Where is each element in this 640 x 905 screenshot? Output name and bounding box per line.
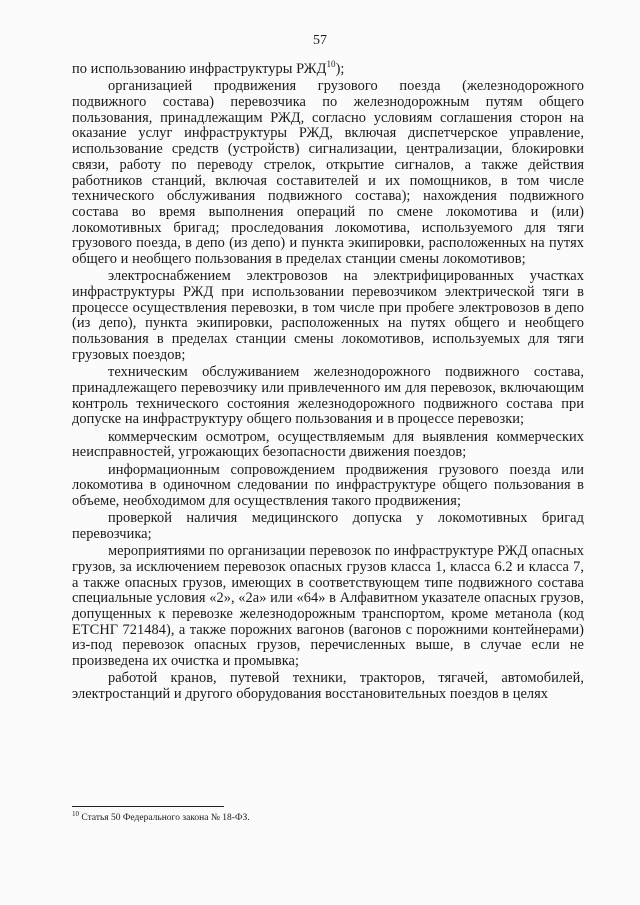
paragraph-9: работой кранов, путевой техники, тракторов, тягачей, автомобилей, электростанций и другого оборудования восстановительных поездов в целях (72, 670, 584, 703)
paragraph-4: техническим обслуживанием железнодорожного подвижного состава, принадлежащего перевозчику или привлеченного им для перевозок, включающим контроль технического состояния железнодорожного подвижного состава при допуске на инфраструктуру общего пользования и в процессе перевозки; (72, 364, 584, 428)
footnote-text: Статья 50 Федерального закона № 18-ФЗ. (81, 813, 250, 823)
paragraph-7: проверкой наличия медицинского допуска у локомотивных бригад перевозчика; (72, 510, 584, 542)
paragraph-text: по использованию инфраструктуры РЖД (72, 61, 327, 77)
footnote-reference: 10 (326, 59, 336, 70)
footnote (72, 809, 584, 824)
footnote-marker: 10 (72, 809, 79, 818)
paragraph-5: коммерческим осмотром, осуществляемым для выявления коммерческих неисправностей, угрожающих безопасности движения поездов; (72, 428, 584, 461)
paragraph-1 (72, 59, 584, 78)
paragraph-3: электроснабжением электровозов на электрифицированных участках инфраструктуры РЖД при использовании перевозчиком электрической тяги в процессе осуществления перевозки, в том числе при пробеге электровозов в депо (из депо), пункта экипировки, расположенных на путях общего и необщего пользования в пределах станции смены локомотивов, используемых для тяги грузовых поездов; (72, 268, 584, 363)
footnote-divider (72, 806, 224, 807)
page-number: 57 (313, 33, 327, 48)
paragraph-6: информационным сопровождением продвижения грузового поезда или локомотива в одиночном следовании по инфраструктуре общего пользования в объеме, необходимом для осуществления такого продвижения; (72, 461, 584, 509)
paragraph-8: мероприятиями по организации перевозок по инфраструктуре РЖД опасных грузов, за исключением перевозок опасных грузов класса 1, класса 6.2 и класса 7, а также опасных грузов, имеющих в соответствующем типе подвижного состава специальные условия «2», «2а» или «64» в Алфавитном указателе опасных грузов, допущенных к перевозке железнодорожным транспортом, кроме метанола (код ЕТСНГ 721484), а также порожних вагонов (вагонов с порожними контейнерами) из-под перевозок опасных грузов, перечисленных выше, в случае если не произведена их очистка и промывка; (72, 543, 584, 670)
body-text (72, 59, 584, 703)
paragraph-2: организацией продвижения грузового поезда (железнодорожного подвижного состава) перевозчика по железнодорожным путям общего пользования, принадлежащим РЖД, согласно условиям соглашения сторон на оказание услуг инфраструктуры РЖД, включая диспетчерское управление, использование средств (устройств) сигнализации, централизации, блокировки связи, работу по переводу стрелок, открытие сигналов, а также действия работников станций, включая составителей и их помощников, в том числе технического обслуживания подвижного состава); нахождения подвижного состава во время выполнения операций по смене локомотива и (или) локомотивных бригад; проследования локомотива, используемого для тяги грузового поезда, в депо (из депо) и пункта экипировки, расположенных на путях общего и необщего пользования в пределах станции смены локомотивов; (72, 78, 584, 268)
paragraph-tail: ); (335, 61, 345, 77)
